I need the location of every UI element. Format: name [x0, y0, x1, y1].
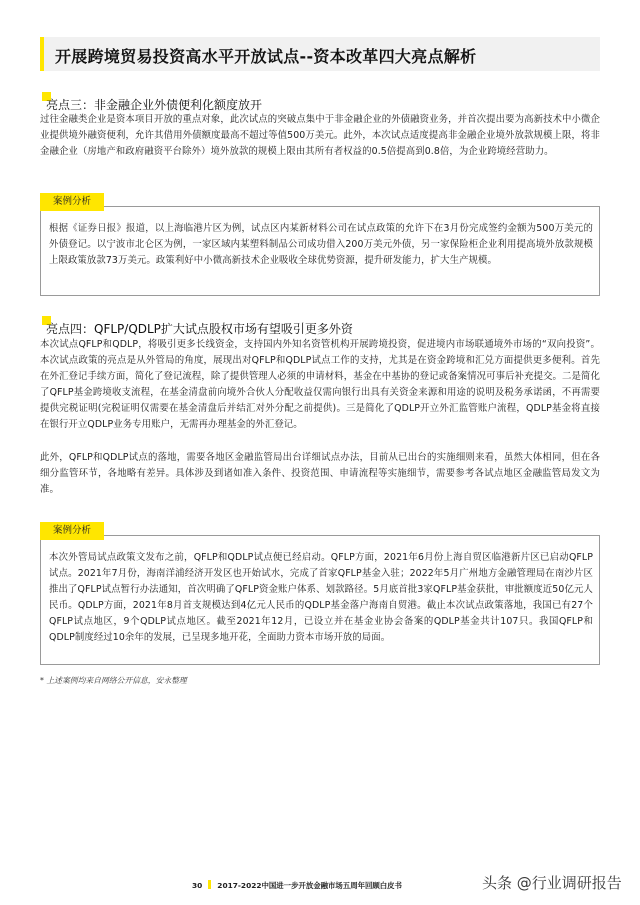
section3-case-box — [40, 196, 600, 296]
section4-heading: 亮点四：QFLP/QDLP扩大试点股权市场有望吸引更多外资 — [46, 320, 353, 337]
section3-case-text: 根据《证券日报》报道，以上海临港片区为例，试点区内某新材料公司在试点政策的允许下在3月份完成签约金额为500万美元的外债登记。以宁波市北仑区为例，一家区域内某塑料制品公司成功借入200万美元外债，另一家保险柜企业利用提高境外放款规模上限政策放款73万美元。政策利好中小微高新技术企业吸收全球优势资源，提升研发能力，扩大生产规模。 — [49, 223, 593, 266]
footnote: * 上述案例均来自网络公开信息，安永整理 — [40, 676, 187, 685]
case-analysis-tag: 案例分析 — [40, 193, 104, 211]
page-title: 开展跨境贸易投资高水平开放试点--资本改革四大亮点解析 — [55, 47, 477, 66]
watermark: 头条 @行业调研报告 — [482, 874, 622, 892]
title-bar — [40, 37, 600, 71]
section4-case-text: 本次外管局试点政策文发布之前，QFLP和QDLP试点便已经启动。QFLP方面，2021年6月份上海自贸区临港新片区已启动QFLP试点。2021年7月份，海南洋浦经济开发区也开始试水，完成了首家QFLP基金入驻；2022年5月广州地方金融管理局在南沙片区推出了QFLP试点暂行办法通知，首次明确了QFLP资金账户体系、划款路径。5月底首批3家QFLP基金获批，审批额度近50亿元人民币。QDLP方面，2021年8月首支规模达到4亿元人民币的QDLP基金落户海南自贸港。截止本次试点政策落地，我国已有27个QFLP试点地区，9个QDLP试点地区。截至2021年12月，已设立并在基金业协会备案的QDLP基金共计107只。我国QFLP和QDLP制度经过10余年的发展，已呈现多地开花，全面助力资本市场开放的局面。 — [49, 552, 593, 643]
section4-case-box — [40, 525, 600, 665]
section3-heading: 亮点三：非金融企业外债便利化额度放开 — [46, 96, 262, 113]
page-footer — [192, 880, 402, 891]
case-analysis-tag: 案例分析 — [40, 522, 104, 540]
page-number: 30 — [192, 881, 203, 890]
footer-title: 2017-2022中国进一步开放金融市场五周年回顾白皮书 — [217, 881, 402, 890]
section3-paragraph: 过往金融类企业是资本项目开放的重点对象，此次试点的突破点集中于非金融企业的外债融资业务，并首次提出要为高新技术中小微企业提供境外融资便利，允许其借用外债额度最高不超过等值500万美元。此外，本次试点适度提高非金融企业境外放款规模上限，将非金融企业（房地产和政府融资平台除外）境外放款的规模上限由其所有者权益的0.5倍提高到0.8倍，为企业跨境经营助力。 — [40, 114, 600, 157]
section4-paragraph-1: 本次试点QFLP和QDLP，将吸引更多长线资金，支持国内外知名资管机构开展跨境投资，促进境内市场联通境外市场的“双向投资”。本次试点政策的亮点是从外管局的角度，展现出对QFLP和QDLP试点工作的支持，尤其是在资金跨境和汇兑方面提供更多便利。首先在外汇登记手续方面，简化了登记流程，除了提供管理人必须的申请材料，基金在中基协的登记或备案情况可事后补充提交。二是简化了QFLP基金跨境收支流程，在基金清盘前向境外合伙人分配收益仅需向银行出具有关资金来源和用途的说明及税务承诺函，不再需要提供完税证明(完税证明仅需要在基金清盘后并结汇对外分配之前提供)。三是简化了QDLP开立外汇监管账户流程，QDLP基金将直接在银行开立QDLP业务专用账户，无需再办理基金的外汇登记。 — [40, 339, 600, 430]
section4-paragraph-2: 此外，QFLP和QDLP试点的落地，需要各地区金融监管局出台详细试点办法，目前从已出台的实施细则来看，虽然大体相同，但在各细分监管环节，各地略有差异。具体涉及到诸如准入条件、投资范围、申请流程等实施细节，需要参考各试点地区金融监管局发文为准。 — [40, 452, 600, 495]
footer-accent-bar — [208, 880, 211, 889]
